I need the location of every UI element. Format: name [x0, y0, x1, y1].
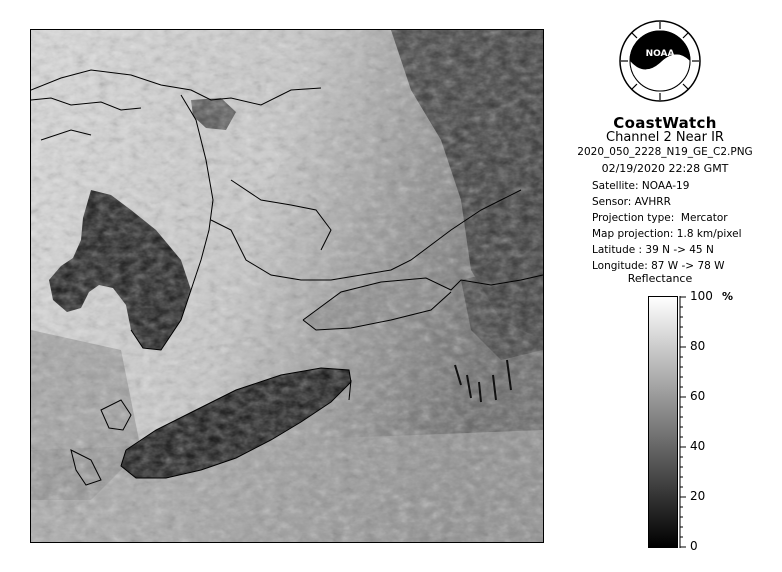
colorbar-tick-label: 40 [690, 439, 706, 453]
colorbar-tick-label: 100 [690, 289, 713, 303]
map-projection-label: Map projection: 1.8 km/pixel [592, 228, 742, 240]
colorbar-tick-label: 20 [690, 489, 706, 503]
sensor-label: Sensor: AVHRR [592, 196, 671, 208]
longitude-label: Longitude: 87 W -> 78 W [592, 260, 725, 272]
legend-unit: % [722, 290, 734, 303]
colorbar-tick-label: 80 [690, 339, 706, 353]
page-title: CoastWatch [613, 114, 717, 132]
satellite-image [30, 29, 544, 543]
date-time: 02/19/2020 22:28 GMT [601, 162, 729, 175]
reflectance-colorbar [648, 296, 678, 548]
projection-type-label: Projection type: Mercator [592, 212, 728, 224]
logo-text: NOAA [645, 49, 675, 59]
colorbar-tick-label: 0 [690, 539, 698, 553]
legend-title: Reflectance [627, 272, 693, 285]
file-name: 2020_050_2228_N19_GE_C2.PNG [577, 146, 753, 158]
noaa-logo [618, 19, 702, 103]
colorbar-tick-label: 60 [690, 389, 706, 403]
latitude-label: Latitude : 39 N -> 45 N [592, 244, 714, 256]
cloud-texture [31, 30, 543, 542]
satellite-label: Satellite: NOAA-19 [592, 180, 690, 192]
channel-subtitle: Channel 2 Near IR [606, 130, 724, 145]
